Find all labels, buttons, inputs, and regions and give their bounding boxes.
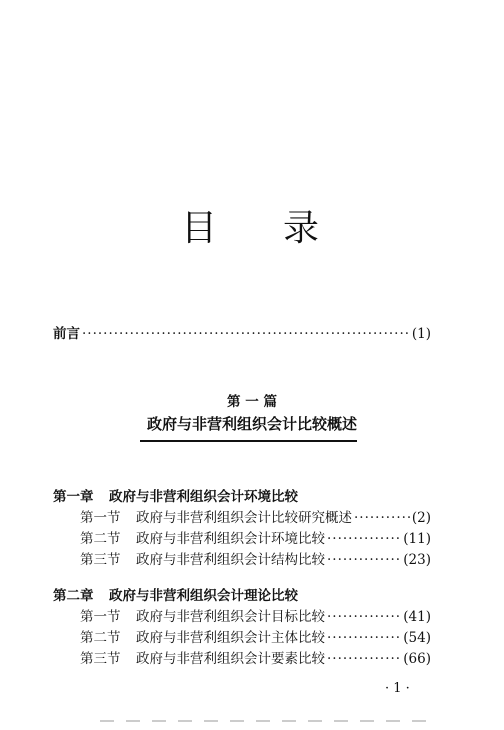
toc-section[interactable]: [80, 605, 431, 625]
toc-section[interactable]: [80, 548, 431, 568]
section-title: 政府与非营利组织会计环境比较: [136, 531, 325, 547]
section-page: (23): [403, 552, 431, 568]
part-number: 第 一 篇: [227, 394, 277, 410]
title-char-2: 录: [283, 208, 324, 249]
leader-dots: [327, 531, 401, 547]
section-number: 第二节: [80, 531, 121, 547]
chapter-2-heading[interactable]: [53, 584, 298, 604]
chapter-1-heading[interactable]: [53, 485, 298, 505]
toc-section[interactable]: [80, 626, 431, 646]
toc-section[interactable]: [80, 527, 431, 547]
leader-dots: [327, 630, 401, 646]
leader-dots: [354, 510, 410, 526]
chapter-title: 政府与非营利组织会计环境比较: [109, 489, 298, 505]
section-title: 政府与非营利组织会计要素比较: [136, 651, 325, 667]
part-title-underline: [140, 440, 357, 442]
section-title: 政府与非营利组织会计目标比较: [136, 609, 325, 625]
chapter-title: 政府与非营利组织会计理论比较: [109, 588, 298, 604]
toc-preface-page: (1): [411, 326, 431, 342]
toc-section[interactable]: [80, 506, 431, 526]
chapter-number: 第二章: [53, 588, 94, 604]
section-page: (54): [403, 630, 431, 646]
leader-dots: [327, 651, 401, 667]
section-number: 第一节: [80, 510, 121, 526]
page-number: · 1 ·: [385, 681, 410, 696]
section-page: (2): [411, 510, 431, 526]
section-title: 政府与非营利组织会计比较研究概述: [136, 510, 352, 526]
toc-section[interactable]: [80, 647, 431, 667]
section-number: 第三节: [80, 651, 121, 667]
section-page: (66): [403, 651, 431, 667]
section-title: 政府与非营利组织会计主体比较: [136, 630, 325, 646]
leader-dots: [327, 609, 401, 625]
page-title: [0, 200, 504, 251]
chapter-number: 第一章: [53, 489, 94, 505]
section-number: 第二节: [80, 630, 121, 646]
section-number: 第一节: [80, 609, 121, 625]
scan-artifact-line: [100, 720, 430, 722]
section-page: (41): [403, 609, 431, 625]
toc-preface-label: 前言: [53, 326, 80, 342]
leader-dots: [82, 326, 410, 342]
part-title: 政府与非营利组织会计比较概述: [146, 415, 357, 433]
leader-dots: [327, 552, 401, 568]
section-number: 第三节: [80, 552, 121, 568]
toc-preface[interactable]: [53, 322, 431, 342]
title-char-1: 目: [180, 208, 221, 249]
section-page: (11): [403, 531, 431, 547]
section-title: 政府与非营利组织会计结构比较: [136, 552, 325, 568]
